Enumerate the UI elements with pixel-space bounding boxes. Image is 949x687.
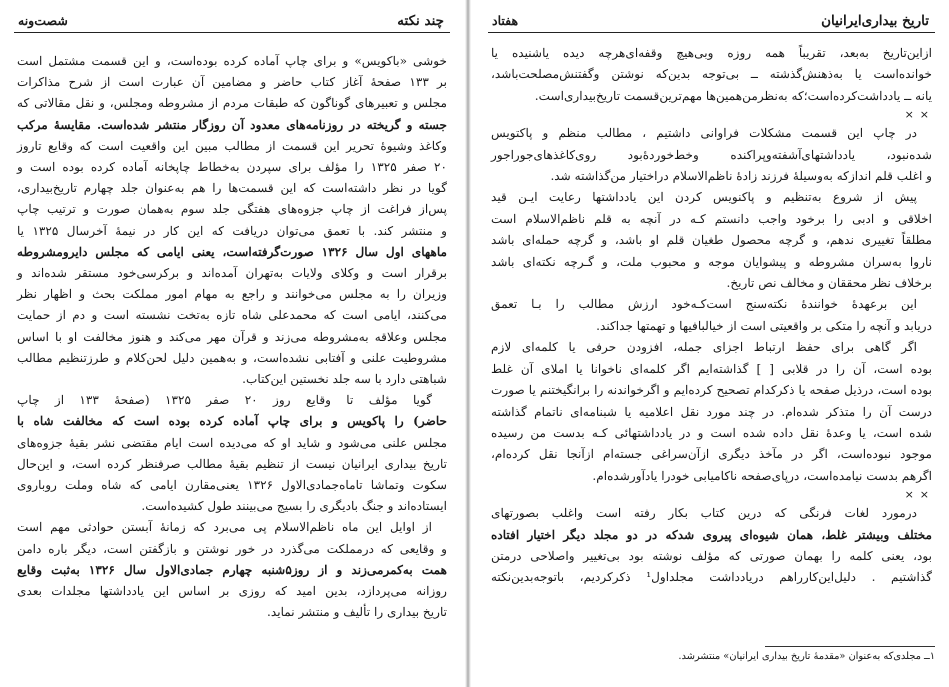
- text-line: مجلس وعلاقه به‌مشروطه می‌زند و قرآن مهر می‌کند و هنوز مخالفت او با اساس: [17, 329, 447, 344]
- text-line: خوشی «باکویس» و برای چاپ آماده کرده بوده‌است، و این قسمت مشتمل است: [17, 54, 447, 68]
- text-line: مجلس و تعبیرهای گوناگون که طبقات مردم از مشروطه ومجلس، و نقل مقالاتی که: [17, 96, 447, 111]
- text-line: وکاغذ وشیوهٔ تحریر این قسمت از مطالب مبین این واقعیت است که وقایع تاروز: [17, 138, 447, 153]
- book-gutter: [465, 0, 471, 687]
- text-line: درمورد لغات فرنگی که درین کتاب بکار رفته است واغلب بصورتهای: [491, 506, 917, 521]
- text-line: شده‌نبود، یادداشتهای‌آشفته‌وپراکنده وخط‌خوردهٔ‌بود روی‌کاغذهای‌جوراجور: [491, 147, 932, 162]
- text-line: روزانه می‌پردازد، بدین امید که روزی بر اساس این یادداشتها مجلدات بعدی: [17, 584, 447, 599]
- text-line: شباهتی دارد با سه جلد نخستین این‌کتاب.: [242, 372, 447, 387]
- right-running-head: [488, 10, 935, 33]
- paragraph: [488, 503, 935, 589]
- text-line: مختلف وبیشتر غلط، همان شیوه‌ای پیروی شدکه در دو مجلد دیگر اختیار افتاده: [491, 527, 932, 542]
- text-line: گذاشتیم . دلیل‌این‌کارراهم دریادداشت مجلداول¹ ذکرکردیم، باتوجه‌بدین‌نکته: [491, 570, 932, 585]
- text-line: پس‌از فراغت از چاپ جزوه‌های هفتگی جلد سوم به‌همان صورت و ترتیب چاپ: [17, 202, 447, 217]
- text-line: بر ۱۳۳ صفحهٔ آغاز کتاب حاضر و مضامین آن عبارت است از شرح مذاکرات: [17, 75, 447, 90]
- section-separator: ××: [904, 488, 935, 502]
- text-line: ۲۰ صفر ۱۳۲۵ را مؤلف برای سپردن به‌خطاط چاپخانه آماده کرده بوده است و: [17, 160, 447, 175]
- text-line: همت به‌کمرمی‌زند و از روز۵شنبه چهارم جمادی‌الاول سال ۱۳۲۶ به‌ثبت وقایع: [17, 562, 447, 577]
- text-line: خوانده‌است یا به‌ذهنش‌گذشته ــ بی‌توجه بدین‌که نوشتن وگفتنش‌مصلحت‌باشد،: [491, 67, 932, 82]
- text-line: درست آن را متذکر شده‌ام. در چند مورد نقل اعلامیه یا شبنامه‌ای ناتمام گذاشته: [491, 404, 932, 419]
- text-line: بوده است، آن را در قلابی [ ] گذاشته‌ایم اگر کلمه‌ای ناخوانا یا املای آن غلط: [491, 361, 932, 376]
- text-line: بود، یعنی کلمه را بهمان صورتی که مؤلف نوشته بود بی‌تغییر واصلاحی درمتن: [491, 548, 932, 563]
- right-page: [474, 0, 949, 687]
- text-line: جسته و گریخته در روزنامه‌های معدود آن روزگار منتشر شده‌است. مقایسهٔ مرکب: [17, 117, 447, 132]
- text-line: گویا مؤلف تا وقایع روز ۲۰ صفر ۱۳۲۵ (صفحهٔ ۱۳۳ از چاپ: [17, 393, 433, 408]
- text-line: می‌کنند، ایامی است که محمدعلی شاه تازه به‌تخت نشسته است و دم از حمایت: [17, 308, 447, 323]
- text-line: برقرار است و وکلای ولایات به‌تهران آمده‌اند و برکرسی‌خود مستقر شده‌اند و: [17, 266, 447, 281]
- text-line: شده است، یا وعدهٔ نقل داده شده است و در یادداشتهائی کـه بدست من رسیده: [491, 425, 932, 440]
- text-line: موجود نبوده‌است، اگر در مآخذ دیگری از‌آن‌سراغی جسته‌ام از‌آنجا نقل کرده‌ام،: [491, 447, 932, 462]
- footnote: ۱ــ مجلدی‌که به‌عنوان «مقدمهٔ تاریخ بیداری ایرانیان» منتشرشد.: [678, 651, 935, 662]
- text-line: بوده است، درذیل صفحه یا ذکرکدام تصحیح کرده‌ایم و اگر‌خواندنه را برانگیختنم یا صورت: [491, 383, 932, 398]
- text-line: این برعهدهٔ خوانندهٔ نکته‌سنج است‌کـه‌خود ارزش مطالب را بـا تعمق: [491, 297, 917, 312]
- text-line: ماههای اول سال ۱۳۲۶ صورت‌گرفته‌است، یعنی ایامی که مجلس دایرومشروطه: [17, 244, 447, 259]
- text-line: اگرهم بدست نیامده‌است، درپای‌صفحه ناکامیابی خودرا یادآورشده‌ام.: [592, 468, 932, 483]
- section-separator: ××: [904, 108, 935, 122]
- paragraph: [488, 43, 935, 107]
- right-running-title: تاریخ بیداری‌ایرانیان: [821, 13, 929, 29]
- left-running-title: چند نکته: [397, 13, 444, 29]
- text-line: در چاپ این قسمت مشکلات فراوانی داشتیم ، مطالب منظم و پاکتویس: [491, 126, 917, 141]
- text-line: یانه ــ یادداشت‌کرده‌است؛که به‌نظرمن‌همین‌ها مهم‌ترین‌قسمت تاریخ‌بیداری‌است.: [534, 88, 932, 103]
- text-line: مشروطیت علنی و آفتابی نشده‌است، و به‌همین دلیل لحن‌کلام و طرزتنظیم مطالب: [17, 350, 447, 365]
- paragraph: [14, 390, 450, 517]
- paragraph: [488, 123, 935, 187]
- paragraph: [488, 337, 935, 487]
- text-line: ازاین‌تاریخ به‌بعد، تقریباً همه روزه وبی‌هیچ وقفه‌ای‌هرچه دیده یاشنیده یا: [491, 46, 932, 60]
- paragraph: [14, 517, 450, 623]
- text-line: تاریخ بیداری ایرانیان نیست از تنظیم بقیهٔ مطالب صرفنظر کرده است، و این‌حال: [17, 456, 447, 471]
- text-line: اگر گاهی برای حفظ ارتباط اجزای جمله، افزودن حرفی یا کلمه‌ای لازم: [491, 340, 917, 355]
- paragraph: [488, 294, 935, 337]
- text-line: و وقایعی که درمملکت می‌گذرد در خور نوشتن و بازگفتن است، دیگر باره دامن: [17, 541, 447, 556]
- left-page: [0, 0, 462, 687]
- text-line: ناروا به‌سران مشروطه و پیشوایان موجه و محبوب ملت، و گـرچه نکته‌ای باشد: [491, 254, 932, 269]
- text-line: اخلاقی و ادبی را برخود واجب دانستم کـه در آنچه به قلم ناظم‌الاسلام است: [491, 211, 932, 226]
- text-line: و اغلب قلم اندازکه به‌وسیلهٔ فرزند زادهٔ ناظم‌الاسلام دراختیار من‌گذاشته شد.: [550, 169, 932, 184]
- text-line: سکوت وتماشا تاماه‌جمادی‌الاول ۱۳۲۶ یعنی‌مقارن ایامی که شاه وملت روباروی: [17, 478, 447, 493]
- text-line: گویا در نظر داشته‌است که این قسمت‌ها را هم به‌عنوان جلد چهارم تاریخ‌بیداری،: [17, 181, 447, 196]
- text-line: حاضر) را پاکویس و برای چاپ آماده کرده بوده است که مخالفت شاه با: [17, 414, 447, 429]
- text-line: پیش از شروع به‌تنظیم و پاکنویس کردن این یادداشتها رعایت ایـن قید: [491, 190, 917, 205]
- paragraph: [488, 187, 935, 294]
- left-running-head: [14, 10, 450, 33]
- text-line: مطلقاً تغییری ندهم، و گرچه محصول طغیان قلم او باشد، و گرچه حمله‌ای باشد: [491, 233, 932, 248]
- right-page-number: هفتاد: [492, 13, 519, 28]
- footnote-rule: [765, 646, 935, 647]
- paragraph: [14, 51, 450, 390]
- text-line: برخلاف نظر محققان و مخالف نص تاریخ.: [726, 276, 932, 291]
- text-line: تاریخ بیداری را تألیف و منتشر نماید.: [267, 605, 447, 620]
- text-line: دریابد و آنچه را متکی بر واقعیتی است از خیالبافیها و تهمتها جداکند.: [596, 318, 932, 333]
- left-page-number: شصت‌ونه: [18, 13, 68, 28]
- text-line: مجلس علنی می‌شود و شاید او که می‌دیده است ایام مقتضی نشر بقیهٔ جزوه‌های: [17, 435, 447, 450]
- text-line: ایستاده‌اند و جنگ بادیگری را بسیج می‌بینند طول کشیده‌است.: [141, 499, 447, 514]
- text-line: و منتشر کند. با تعمق می‌توان دریافت که این کار در نیمهٔ آخرسال ۱۳۲۵ یا: [17, 223, 447, 238]
- text-line: از اوایل این ماه ناظم‌الاسلام پی می‌برد که زمانهٔ آبستن حوادثی مهم است: [17, 520, 432, 535]
- text-line: وزیران را به مجلس می‌خوانند و راجع به مهام امور مملکت بحث و اظهار نظر: [17, 287, 447, 302]
- right-body-text: [488, 43, 935, 589]
- left-body-text: [14, 51, 450, 623]
